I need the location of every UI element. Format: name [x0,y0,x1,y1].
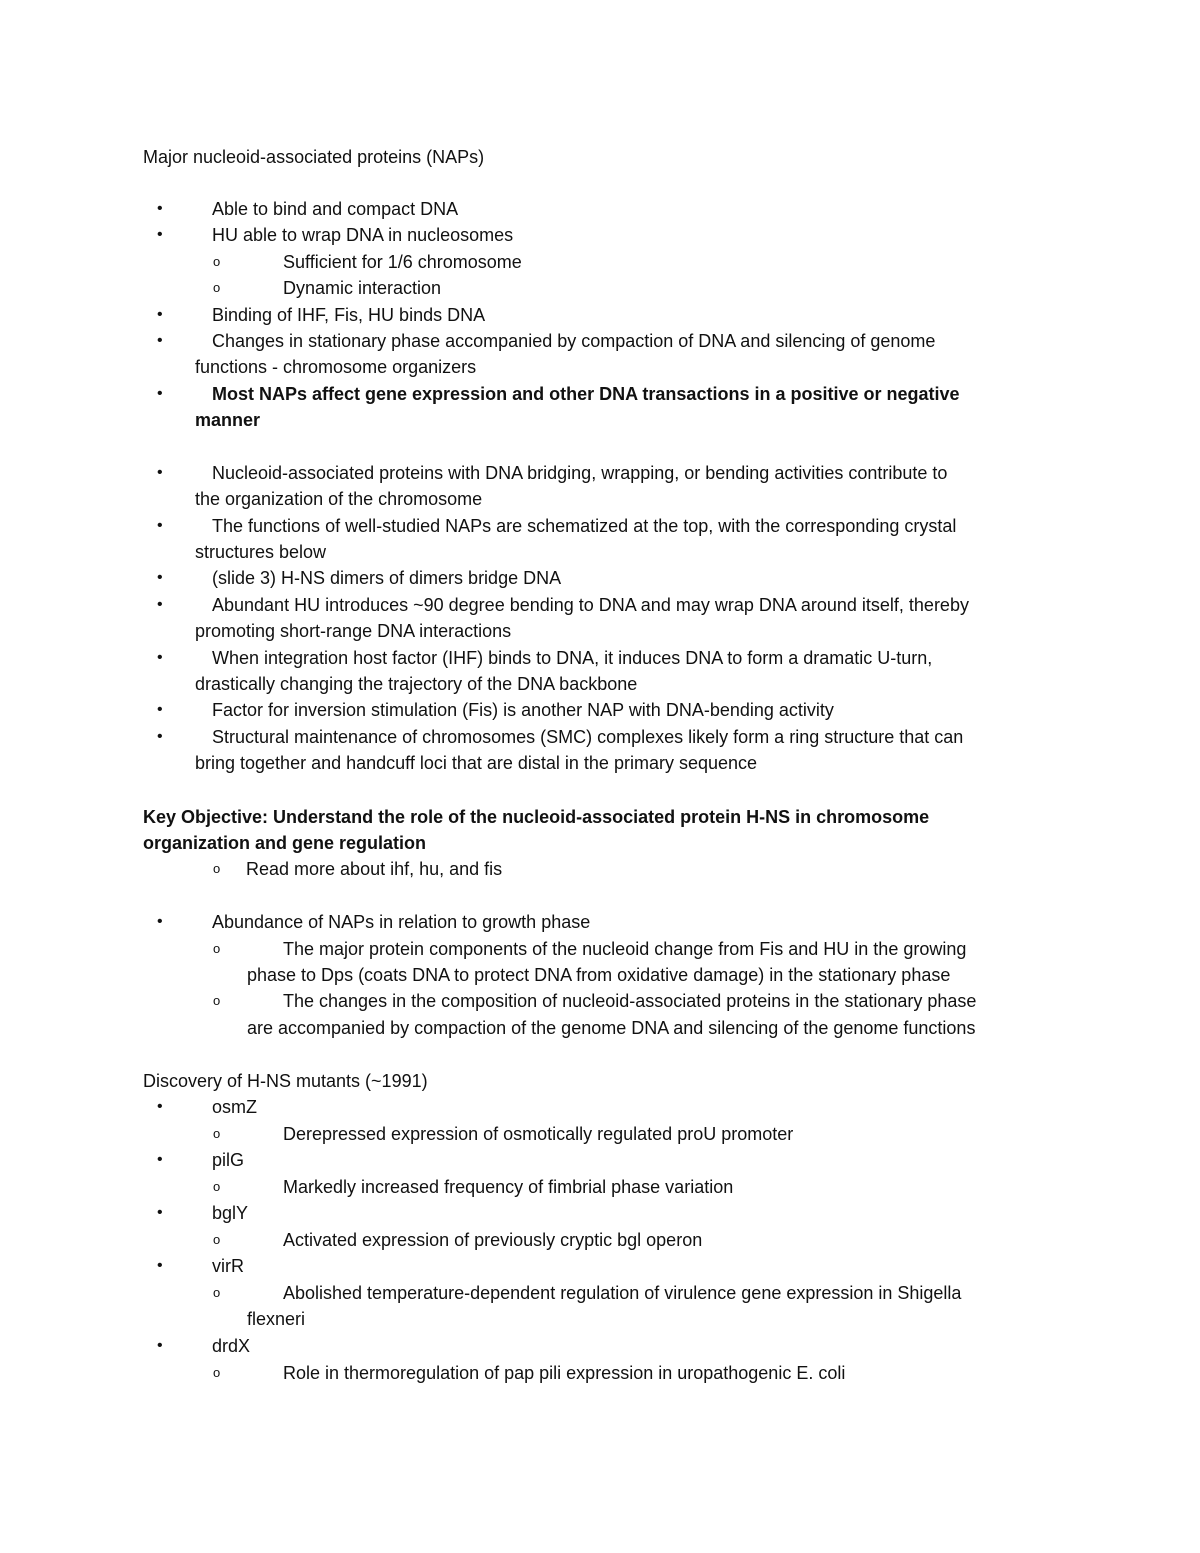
list-item-bold: Most NAPs affect gene expression and other DNA transactions in a positive or negative [212,384,960,404]
list-item: Abundance of NAPs in relation to growth phase [212,912,591,932]
sub-bullet-icon: o [213,254,221,269]
sub-bullet-icon: o [213,1232,221,1247]
sub-list-item-continuation: are accompanied by compaction of the genome DNA and silencing of the genome functions [247,1018,976,1038]
section-heading-naps: Major nucleoid-associated proteins (NAPs) [143,147,485,167]
list-item-continuation: structures below [195,542,327,562]
sub-list-item: The major protein components of the nucleoid change from Fis and HU in the growing [283,939,967,959]
list-item: Abundant HU introduces ~90 degree bending to DNA and may wrap DNA around itself, thereby [212,595,969,615]
list-item: virR [212,1256,244,1276]
list-item: Factor for inversion stimulation (Fis) is another NAP with DNA-bending activity [212,700,834,720]
sub-list-item-continuation: phase to Dps (coats DNA to protect DNA from oxidative damage) in the stationary phase [247,965,951,985]
list-item: osmZ [212,1097,257,1117]
sub-list-item: Derepressed expression of osmotically regulated proU promoter [283,1124,794,1144]
list-item: Nucleoid-associated proteins with DNA bridging, wrapping, or bending activities contribute to [212,463,948,483]
bullet-icon: • [157,464,163,481]
bullet-icon: • [157,569,163,586]
sub-list-item-continuation: flexneri [247,1309,306,1329]
list-item: bglY [212,1203,249,1223]
list-item: Structural maintenance of chromosomes (SMC) complexes likely form a ring structure that can [212,727,964,747]
sub-bullet-icon: o [213,941,221,956]
list-item: Changes in stationary phase accompanied by compaction of DNA and silencing of genome [212,331,936,351]
key-objective-continuation: organization and gene regulation [143,833,427,853]
key-objective: Key Objective: Understand the role of the nucleoid-associated protein H-NS in chromosome [143,807,930,827]
sub-list-item: The changes in the composition of nucleoid-associated proteins in the stationary phase [283,991,977,1011]
list-item-continuation: promoting short-range DNA interactions [195,621,512,641]
sub-bullet-icon: o [213,1179,221,1194]
list-item-continuation: functions - chromosome organizers [195,357,477,377]
list-item-continuation: manner [195,410,261,430]
sub-bullet-icon: o [213,1365,221,1380]
sub-list-item: Markedly increased frequency of fimbrial phase variation [283,1177,734,1197]
bullet-icon: • [157,1257,163,1274]
bullet-icon: • [157,226,163,243]
bullet-icon: • [157,913,163,930]
list-item-continuation: bring together and handcuff loci that are distal in the primary sequence [195,753,758,773]
list-item-continuation: the organization of the chromosome [195,489,483,509]
list-item: When integration host factor (IHF) binds to DNA, it induces DNA to form a dramatic U-turn, [212,648,933,668]
sub-list-item: Role in thermoregulation of pap pili expression in uropathogenic E. coli [283,1363,846,1383]
bullet-icon: • [157,385,163,402]
bullet-icon: • [157,1337,163,1354]
list-item: Able to bind and compact DNA [212,199,459,219]
sub-bullet-icon: o [213,1126,221,1141]
bullet-icon: • [157,1098,163,1115]
list-item: pilG [212,1150,245,1170]
bullet-icon: • [157,596,163,613]
list-item: The functions of well-studied NAPs are schematized at the top, with the corresponding crystal [212,516,957,536]
sub-list-item: Abolished temperature-dependent regulation of virulence gene expression in Shigella [283,1283,962,1303]
bullet-icon: • [157,701,163,718]
bullet-icon: • [157,1204,163,1221]
bullet-icon: • [157,728,163,745]
list-item: Binding of IHF, Fis, HU binds DNA [212,305,486,325]
bullet-icon: • [157,306,163,323]
sub-list-item: Read more about ihf, hu, and fis [246,859,503,879]
list-item: drdX [212,1336,251,1356]
sub-bullet-icon: o [213,1285,221,1300]
bullet-icon: • [157,332,163,349]
section-heading-hns-mutants: Discovery of H-NS mutants (~1991) [143,1071,428,1091]
bullet-icon: • [157,1151,163,1168]
list-item: (slide 3) H-NS dimers of dimers bridge DNA [212,568,562,588]
bullet-icon: • [157,517,163,534]
sub-bullet-icon: o [213,861,221,876]
list-item-continuation: drastically changing the trajectory of the DNA backbone [195,674,638,694]
list-item: HU able to wrap DNA in nucleosomes [212,225,514,245]
bullet-icon: • [157,200,163,217]
sub-list-item: Sufficient for 1/6 chromosome [283,252,522,272]
sub-list-item: Activated expression of previously cryptic bgl operon [283,1230,703,1250]
sub-bullet-icon: o [213,993,221,1008]
sub-list-item: Dynamic interaction [283,278,442,298]
bullet-icon: • [157,649,163,666]
sub-bullet-icon: o [213,280,221,295]
